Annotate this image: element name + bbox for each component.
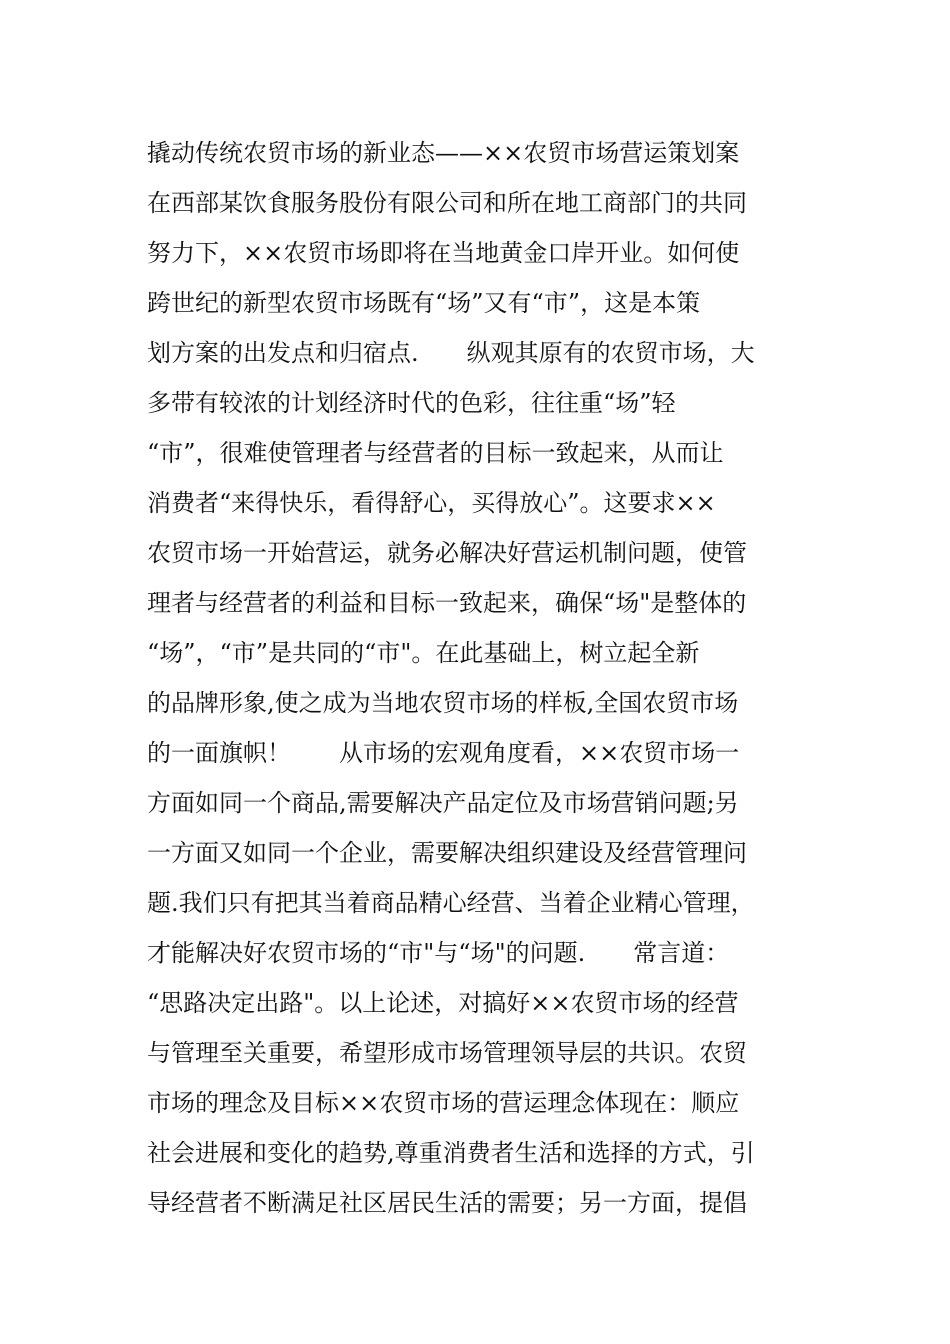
text-line: 消费者“来得快乐，看得舒心，买得放心”。这要求×× bbox=[147, 489, 716, 517]
text-line: “思路决定出路"。以上论述，对搞好××农贸市场的经营 bbox=[147, 989, 739, 1017]
text-line: “场”，“市”是共同的“市"。在此基础上，树立起全新 bbox=[147, 639, 700, 667]
text-line: 农贸市场一开始营运，就务必解决好营运机制问题，使管 bbox=[147, 539, 747, 567]
text-line: 理者与经营者的利益和目标一致起来，确保“场"是整体的 bbox=[147, 589, 747, 617]
text-line: 的品牌形象,使之成为当地农贸市场的样板,全国农贸市场 bbox=[147, 689, 739, 717]
text-line: 多带有较浓的计划经济时代的色彩，往往重“场”轻 bbox=[147, 389, 676, 417]
text-line: 题.我们只有把其当着商品精心经营、当着企业精心管理， bbox=[147, 889, 755, 917]
text-line: 划方案的出发点和归宿点. 纵观其原有的农贸市场，大 bbox=[147, 339, 755, 367]
text-line: 撬动传统农贸市场的新业态——××农贸市场营运策划案 bbox=[147, 139, 740, 167]
text-line: 努力下，××农贸市场即将在当地黄金口岸开业。如何使 bbox=[147, 239, 740, 267]
text-line: 的一面旗帜！ 从市场的宏观角度看，××农贸市场一 bbox=[147, 739, 740, 767]
text-line: 跨世纪的新型农贸市场既有“场”又有“市”，这是本策 bbox=[147, 289, 701, 317]
text-line: 与管理至关重要，希望形成市场管理领导层的共识。农贸 bbox=[147, 1039, 747, 1067]
text-line: “市”，很难使管理者与经营者的目标一致起来，从而让 bbox=[147, 439, 724, 467]
text-line: 在西部某饮食服务股份有限公司和所在地工商部门的共同 bbox=[147, 189, 747, 217]
text-line: 才能解决好农贸市场的“市"与“场"的问题. 常言道： bbox=[147, 939, 730, 967]
text-line: 导经营者不断满足社区居民生活的需要；另一方面，提倡 bbox=[147, 1189, 747, 1217]
text-line: 一方面又如同一个企业，需要解决组织建设及经营管理问 bbox=[147, 839, 747, 867]
text-line: 市场的理念及目标××农贸市场的营运理念体现在：顺应 bbox=[147, 1089, 740, 1117]
text-line: 社会进展和变化的趋势,尊重消费者生活和选择的方式，引 bbox=[147, 1139, 755, 1167]
text-line: 方面如同一个商品,需要解决产品定位及市场营销问题;另 bbox=[147, 789, 739, 817]
body-text bbox=[147, 128, 807, 1228]
